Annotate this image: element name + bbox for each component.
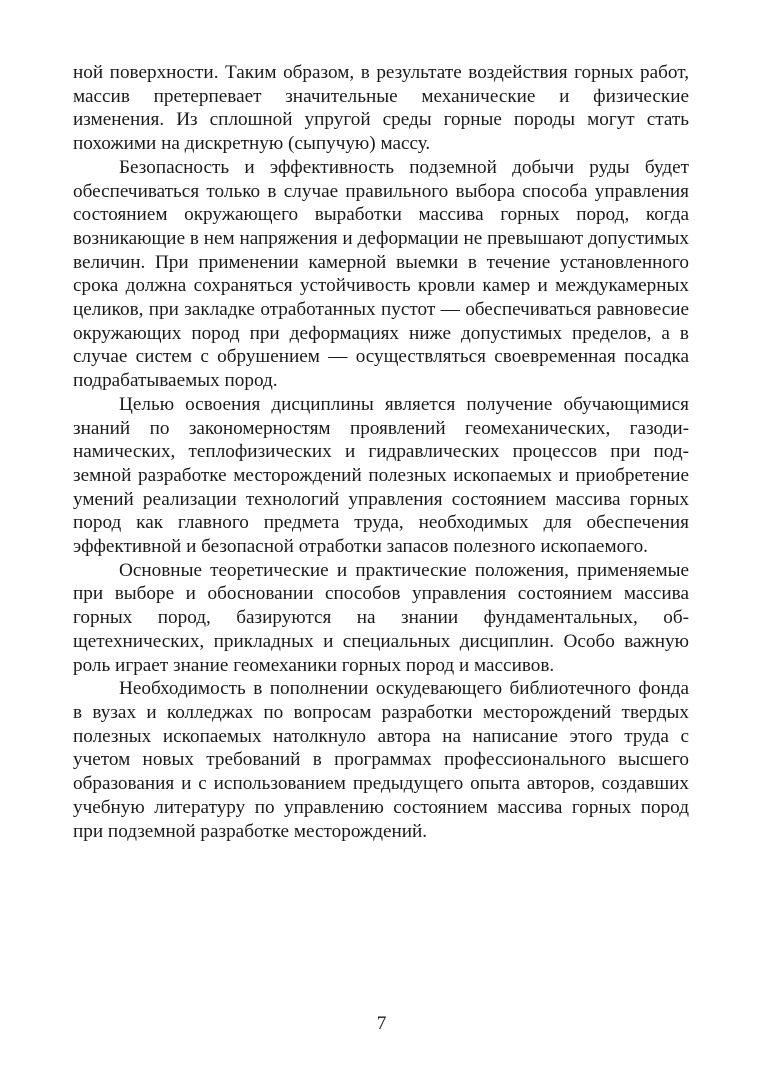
paragraph-necessity: Необходимость в пополнении оскудевающего библиотечного фонда в вузах и колледжах по вопросам разработки месторождений твердых полезных ископаемых натолкнуло автора на написание этого труда с учетом новых требований в программах профессионального высшего образования и с использованием предыдущего опыта авторов, создавших учебную литературу по управлению состоянием массива горных пород при подземной разработке месторождений.: [73, 678, 689, 842]
paragraph-course-goal: Целью освоения дисциплины является получение обучающимися знаний по закономерностям проявлений геомеханических, газодинамических, теплофизических и гидравлических процессов при подземной разработке месторождений полезных ископаемых и приобретение умений реализации технологий управления состоянием массива горных пород как главного предмета труда, необходимых для обеспечения эффективной и безопасной отработки запасов полезного ископаемого.: [73, 393, 689, 558]
paragraph-theoretical-basis: Основные теоретические и практические положения, применяемые при выборе и обосновании способов управления состоянием массива горных пород, базируются на знании фундаментальных, общетехнических, прикладных и специальных дисциплин. Особо важную роль играет знание геомеханики горных пород и массивов.: [73, 559, 689, 676]
paragraph-safety-efficiency: Безопасность и эффективность подземной добычи руды будет обеспечиваться только в случае правильного выбора способа управления состоянием окружающего выработки массива горных пород, когда возникающие в нем напряжения и деформации не превышают допустимых величин. При применении камерной выемки в течение установленного срока должна сохраняться устойчивость кровли камер и междукамерных целиков, при закладке отработанных пустот — обеспечиваться равновесие окружающих пород при деформациях ниже допустимых пределов, а в случае систем с обрушением — осуществляться своевременная посадка подрабатываемых пород.: [73, 156, 689, 392]
page-number: 7: [376, 1013, 387, 1034]
paragraph-continuation: ной поверхности. Таким образом, в результате воздействия горных работ, массив претерпевает значительные механические и физические изменения. Из сплошной упругой среды горные породы могут стать похожими на дискретную (сыпучую) массу.: [73, 62, 689, 155]
